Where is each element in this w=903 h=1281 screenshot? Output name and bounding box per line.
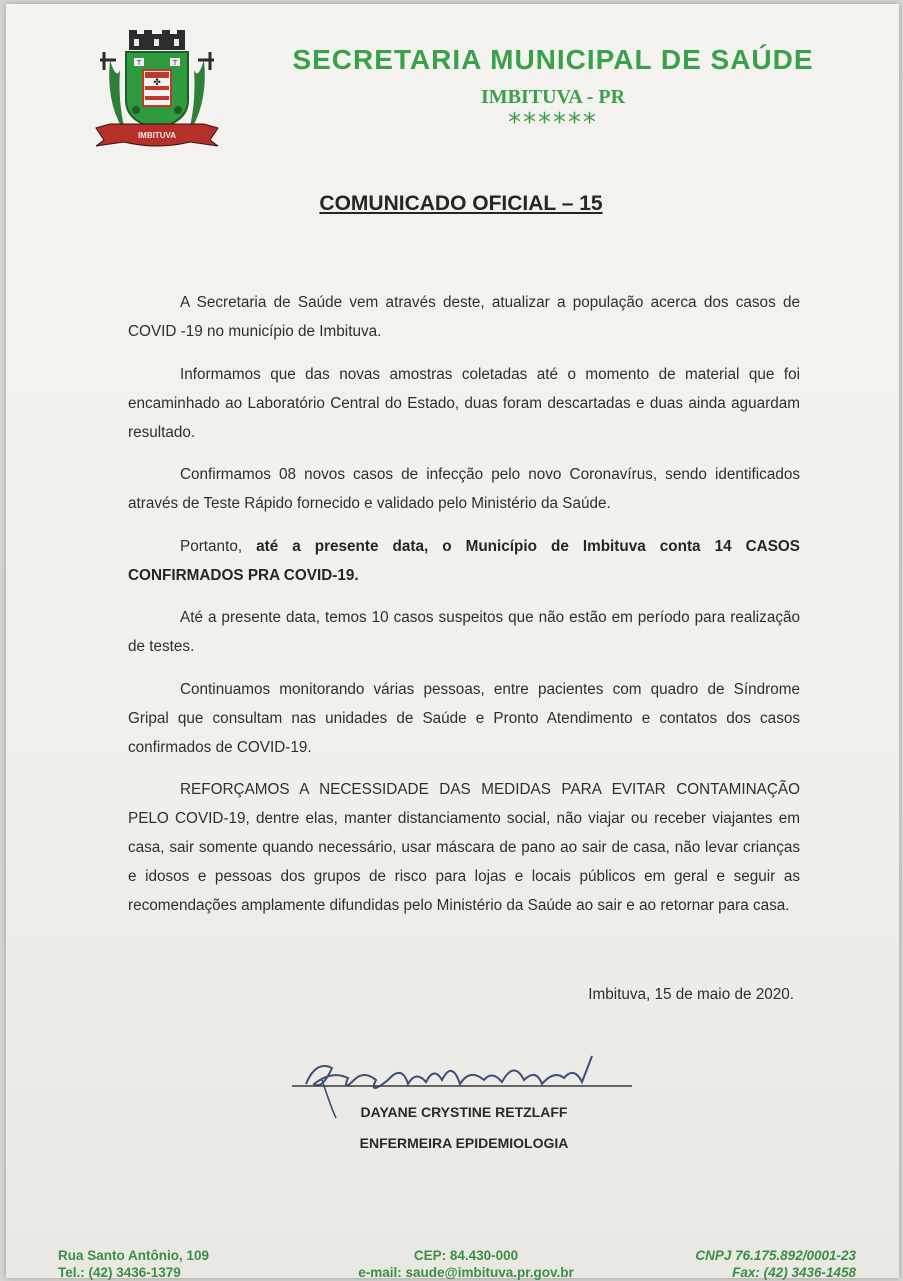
organization-title: SECRETARIA MUNICIPAL DE SAÚDE xyxy=(292,44,814,75)
svg-text:T: T xyxy=(172,59,178,67)
paragraph-suspected: Até a presente data, temos 10 casos suspeitos que não estão em período para realização de testes. xyxy=(128,609,800,655)
svg-text:✤: ✤ xyxy=(153,78,161,88)
footer-cep: CEP: 84.430-000 xyxy=(413,1248,519,1263)
paragraph-samples: Informamos que das novas amostras coletadas até o momento de material que foi encaminhado ao Laboratório Central do Estado, duas foram descartadas e duas ainda aguardam resultado. xyxy=(128,365,800,441)
paragraph-monitoring: Continuamos monitorando várias pessoas, entre pacientes com quadro de Síndrome Gripal que consultam nas unidades de Saúde e Pronto Atendimento e contatos dos casos confirmados de COVID-19. xyxy=(128,680,800,756)
svg-text:T: T xyxy=(136,59,142,67)
footer-email: e-mail: saude@imbituva.pr.gov.br xyxy=(358,1265,574,1280)
municipal-crest-icon xyxy=(86,30,228,148)
footer-cnpj: CNPJ 76.175.892/0001-23 xyxy=(695,1248,856,1263)
footer-address-block xyxy=(58,1247,298,1281)
document-body xyxy=(128,288,800,934)
footer-legal-block xyxy=(606,1247,856,1281)
footer-phone: Tel.: (42) 3436-1379 xyxy=(58,1265,181,1280)
crest-banner-text: IMBITUVA xyxy=(137,131,177,140)
paragraph-total-cases xyxy=(128,532,800,590)
footer-contact-block xyxy=(326,1247,606,1281)
paragraph-intro: A Secretaria de Saúde vem através deste, atualizar a população acerca dos casos de COVID -19 no município de Imbituva. xyxy=(128,294,800,340)
paragraph-total-lead: Portanto, xyxy=(180,537,257,555)
date-line: Imbituva, 15 de maio de 2020. xyxy=(588,986,794,1003)
signatory-name: DAYANE CRYSTINE RETZLAFF xyxy=(360,1104,568,1120)
total-cases-highlight: até a presente data, o Município de Imbituva conta 14 CASOS CONFIRMADOS PRA COVID-19. xyxy=(128,537,800,584)
footer-address: Rua Santo Antônio, 109 xyxy=(58,1248,210,1263)
document-title: COMUNICADO OFICIAL – 15 xyxy=(319,192,603,215)
letter-page xyxy=(6,4,899,1278)
footer-fax: Fax: (42) 3436-1458 xyxy=(732,1265,856,1280)
paragraph-new-cases: Confirmamos 08 novos casos de infecção pelo novo Coronavírus, sendo identificados através de Teste Rápido fornecido e validado pelo Ministério da Saúde. xyxy=(128,466,800,512)
signatory-role: ENFERMEIRA EPIDEMIOLOGIA xyxy=(359,1135,569,1151)
organization-location: IMBITUVA - PR xyxy=(480,86,626,108)
paragraph-measures: REFORÇAMOS A NECESSIDADE DAS MEDIDAS PARA EVITAR CONTAMINAÇÃO PELO COVID-19, dentre elas, manter distanciamento social, não viajar ou receber viajantes em casa, sair somente quando necessário, usar máscara de pano ao sair de casa, não levar crianças e idosos e pessoas dos grupos de risco para lojas e locais públicos em geral e seguir as recomendações amplamente difundidas pelo Ministério da Saúde ao sair e ao retornar para casa. xyxy=(128,781,800,914)
decorative-stars: ****** xyxy=(508,108,598,138)
